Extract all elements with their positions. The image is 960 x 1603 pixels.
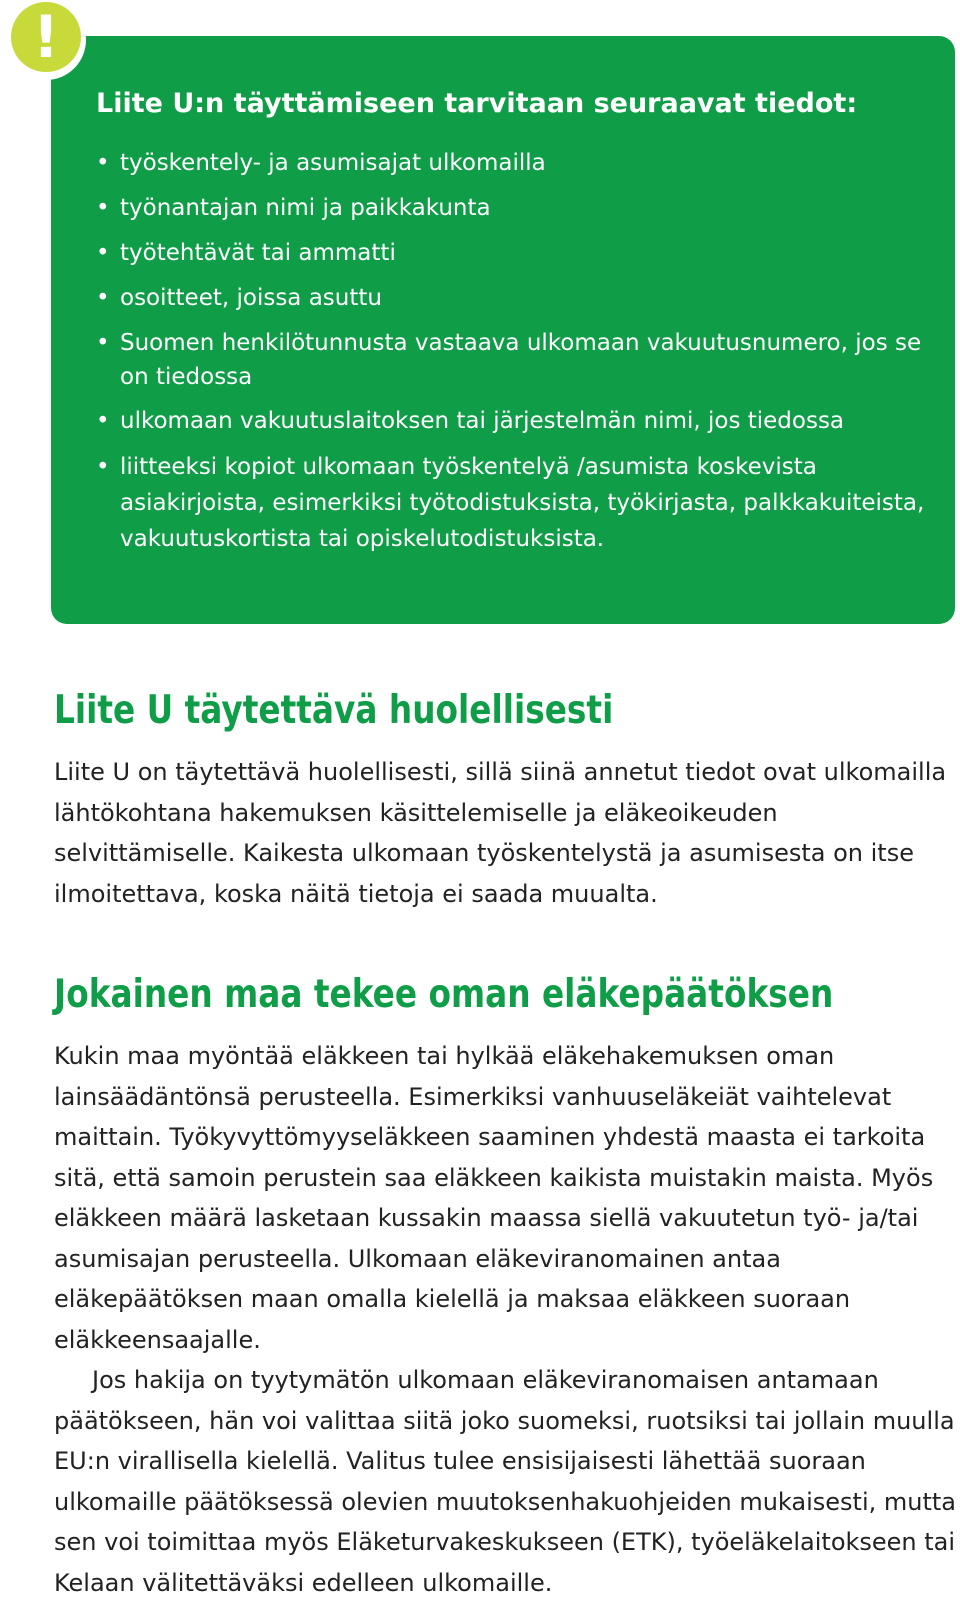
bullet-icon: • xyxy=(96,285,110,311)
paragraph: Kukin maa myöntää eläkkeen tai hylkää eläkehakemuksen oman lainsäädäntönsä perusteella. Esimerkiksi vanhuuseläkeiät vaihtelevat maittain. Työkyvyttömyyseläkkeen saaminen yhdestä maasta ei tarkoita sitä, että samoin perustein saa eläkkeen kaikista muistakin maista. Myös eläkkeen määrä lasketaan kussakin maassa siellä vakuutetun työ- ja/tai asumisajan perusteella. Ulkomaan eläkeviranomainen antaa eläkepäätöksen maan omalla kielellä ja maksaa eläkkeen suoraan eläkkeensaajalle. xyxy=(54,1042,934,1354)
list-item: • työskentely- ja asumisajat ulkomailla xyxy=(96,146,936,181)
list-item: • osoitteet, joissa asuttu xyxy=(96,281,936,316)
bullet-icon: • xyxy=(96,408,110,434)
section-heading: Jokainen maa tekee oman eläkepäätöksen xyxy=(54,972,834,1017)
bullet-icon: • xyxy=(96,240,110,266)
exclamation-icon: ! xyxy=(11,2,81,72)
bullet-icon: • xyxy=(96,330,110,356)
paragraph: Jos hakija on tyytymätön ulkomaan eläkeviranomaisen antamaan päätökseen, hän voi valittaa siitä joko suomeksi, ruotsiksi tai jollain muulla EU:n virallisella kielellä. Valitus tulee ensisijaisesti lähettää suoraan ulkomaille päätöksessä olevien muutoksenhakuohjeiden mukaisesti, mutta sen voi toimittaa myös Eläketurvakeskukseen (ETK), työeläkelaitokseen tai Kelaan välitettäväksi edelleen ulkomaille. xyxy=(54,1366,957,1597)
list-item: • Suomen henkilötunnusta vastaava ulkomaan vakuutusnumero, jos se on tiedossa xyxy=(96,326,936,394)
section-body xyxy=(54,1036,958,1603)
alert-badge xyxy=(6,0,86,80)
bullet-icon: • xyxy=(96,150,110,176)
bullet-icon: • xyxy=(96,195,110,221)
bullet-icon: • xyxy=(96,454,110,480)
info-box-title: Liite U:n täyttämiseen tarvitaan seuraavat tiedot: xyxy=(96,88,858,119)
section-body xyxy=(54,752,958,914)
list-item: • ulkomaan vakuutuslaitoksen tai järjestelmän nimi, jos tiedossa xyxy=(96,404,936,439)
info-box-list xyxy=(96,146,936,567)
list-item: • liitteeksi kopiot ulkomaan työskentelyä /asumista koskevista asiakirjoista, esimerkiksi työtodistuksista, työkirjasta, palkkakuiteista, vakuutuskortista tai opiskelutodistuksista. xyxy=(96,449,936,557)
paragraph: Liite U on täytettävä huolellisesti, sillä siinä annetut tiedot ovat ulkomailla lähtökohtana hakemuksen käsittelemiselle ja eläkeoikeuden selvittämiselle. Kaikesta ulkomaan työskentelystä ja asumisesta on itse ilmoitettava, koska näitä tietoja ei saada muualta. xyxy=(54,758,947,908)
list-item: • työtehtävät tai ammatti xyxy=(96,236,936,271)
section-heading: Liite U täytettävä huolellisesti xyxy=(54,688,614,733)
list-item: • työnantajan nimi ja paikkakunta xyxy=(96,191,936,226)
